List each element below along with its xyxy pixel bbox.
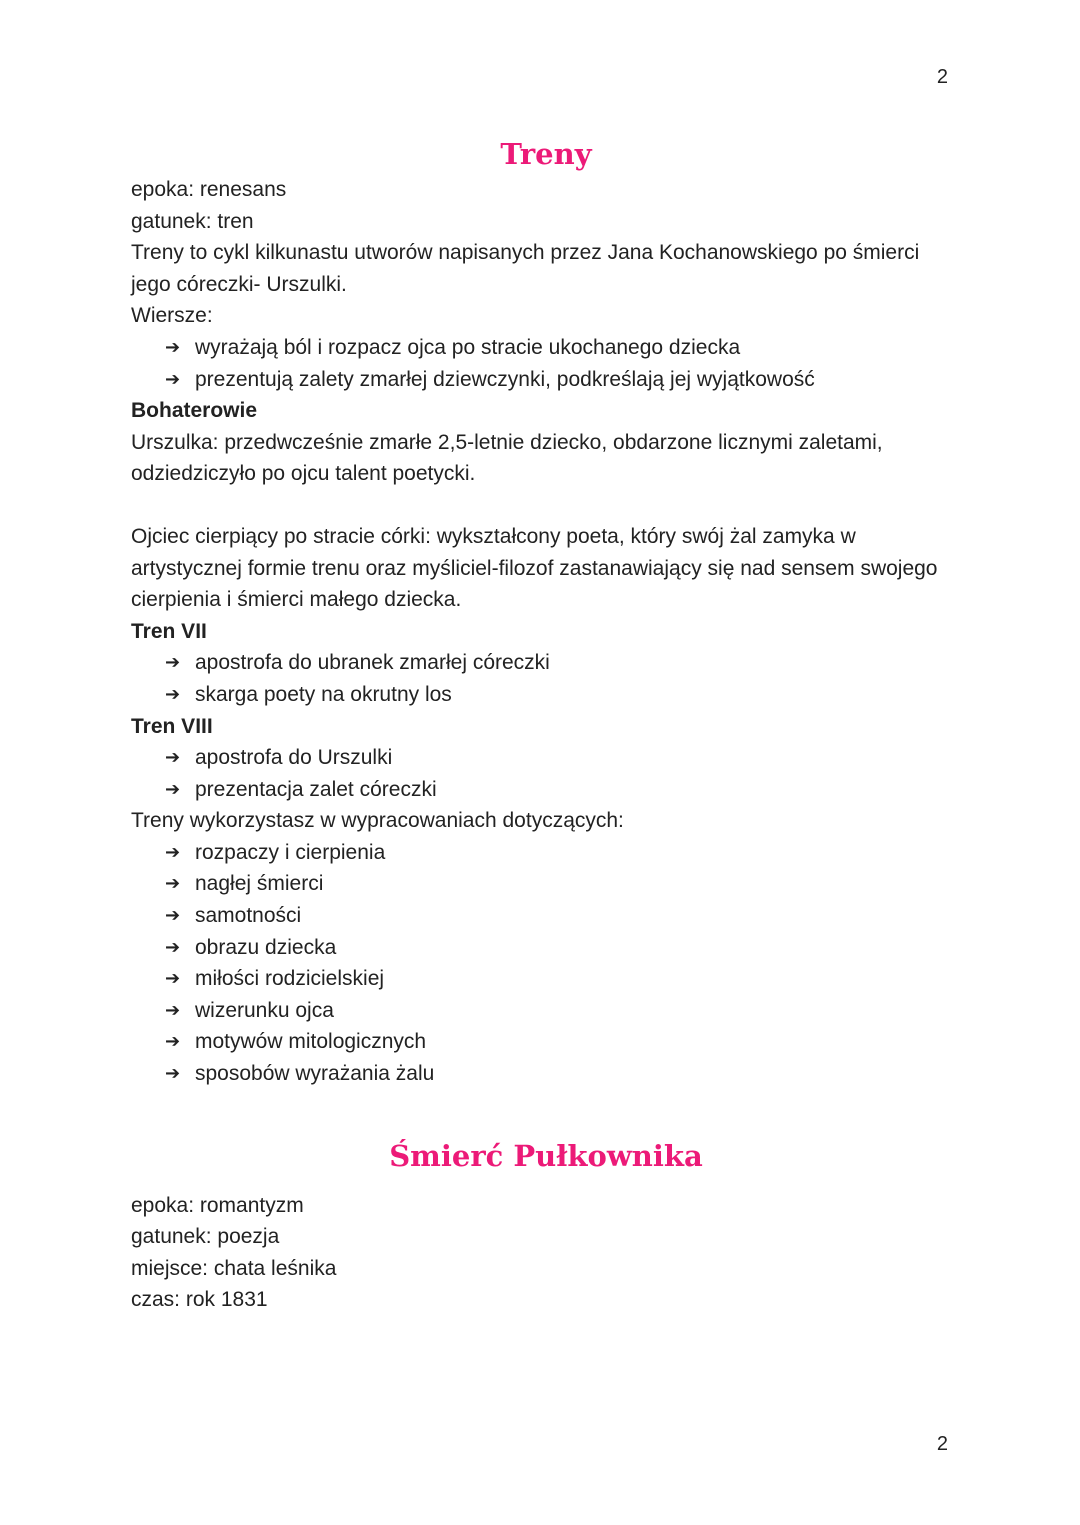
list-item: ➔ obrazu dziecka: [165, 932, 961, 964]
arrow-right-icon: ➔: [165, 778, 181, 799]
treny-gatunek: gatunek: tren: [131, 209, 254, 233]
arrow-right-icon: ➔: [165, 747, 181, 768]
smierc-miejsce: miejsce: chata leśnika: [131, 1256, 337, 1280]
list-item: ➔ samotności: [165, 900, 961, 932]
tren-viii-list: [131, 742, 961, 805]
arrow-right-icon: ➔: [165, 968, 181, 989]
spacer: [131, 490, 961, 521]
page-number-bottom: 2: [936, 1433, 948, 1455]
bohaterowie-heading: Bohaterowie: [131, 399, 258, 423]
treny-epoka: epoka: renesans: [131, 178, 287, 201]
list-item: ➔ prezentują zalety zmarłej dziewczynki, podkreślają jej wyjątkowość: [165, 364, 961, 396]
smierc-title: Śmierć Pułkownika: [389, 1138, 703, 1173]
treny-title: Treny: [500, 137, 592, 171]
arrow-right-icon: ➔: [165, 1031, 181, 1052]
page-number-top: 2: [936, 66, 948, 88]
ojciec-description: Ojciec cierpiący po stracie córki: wykształcony poeta, który swój żal zamyka w artystycznej formie trenu oraz myśliciel-filozof zastanawiający się nad sensem swojego cierpienia i śmierci małego dziecka.: [131, 524, 938, 612]
usage-label: Treny wykorzystasz w wypracowaniach dotyczących:: [131, 809, 624, 833]
list-item: ➔ nagłej śmierci: [165, 868, 961, 900]
usage-list: [131, 837, 961, 1090]
arrow-right-icon: ➔: [165, 905, 181, 926]
list-item: ➔ wyrażają ból i rozpacz ojca po stracie ukochanego dziecka: [165, 332, 961, 364]
arrow-right-icon: ➔: [165, 936, 181, 957]
page-content: [131, 134, 961, 1316]
arrow-right-icon: ➔: [165, 999, 181, 1020]
list-item: ➔ apostrofa do Urszulki: [165, 742, 961, 774]
arrow-right-icon: ➔: [165, 841, 181, 862]
arrow-right-icon: ➔: [165, 1063, 181, 1084]
smierc-gatunek: gatunek: poezja: [131, 1225, 280, 1249]
treny-intro: Treny to cykl kilkunastu utworów napisanych przez Jana Kochanowskiego po śmierci jego córeczki- Urszulki.: [131, 241, 920, 296]
list-item: ➔ skarga poety na okrutny los: [165, 679, 961, 711]
tren-vii-list: [131, 647, 961, 710]
arrow-right-icon: ➔: [165, 683, 181, 704]
smierc-epoka: epoka: romantyzm: [131, 1193, 304, 1217]
tren-vii-heading: Tren VII: [131, 619, 207, 643]
list-item: ➔ miłości rodzicielskiej: [165, 963, 961, 995]
arrow-right-icon: ➔: [165, 336, 181, 357]
list-item: ➔ motywów mitologicznych: [165, 1026, 961, 1058]
smierc-section: [131, 1136, 961, 1316]
wiersze-list: [131, 332, 961, 395]
list-item: ➔ wizerunku ojca: [165, 995, 961, 1027]
list-item: ➔ apostrofa do ubranek zmarłej córeczki: [165, 647, 961, 679]
arrow-right-icon: ➔: [165, 368, 181, 389]
urszulka-description: Urszulka: przedwcześnie zmarłe 2,5-letnie dziecko, obdarzone licznymi zaletami, odziedziczyło po ojcu talent poetycki.: [131, 430, 883, 486]
smierc-czas: czas: rok 1831: [131, 1288, 268, 1312]
list-item: ➔ rozpaczy i cierpienia: [165, 837, 961, 869]
arrow-right-icon: ➔: [165, 652, 181, 673]
arrow-right-icon: ➔: [165, 873, 181, 894]
list-item: ➔ prezentacja zalet córeczki: [165, 774, 961, 806]
wiersze-label: Wiersze:: [131, 304, 213, 328]
list-item: ➔ sposobów wyrażania żalu: [165, 1058, 961, 1090]
tren-viii-heading: Tren VIII: [131, 714, 213, 738]
